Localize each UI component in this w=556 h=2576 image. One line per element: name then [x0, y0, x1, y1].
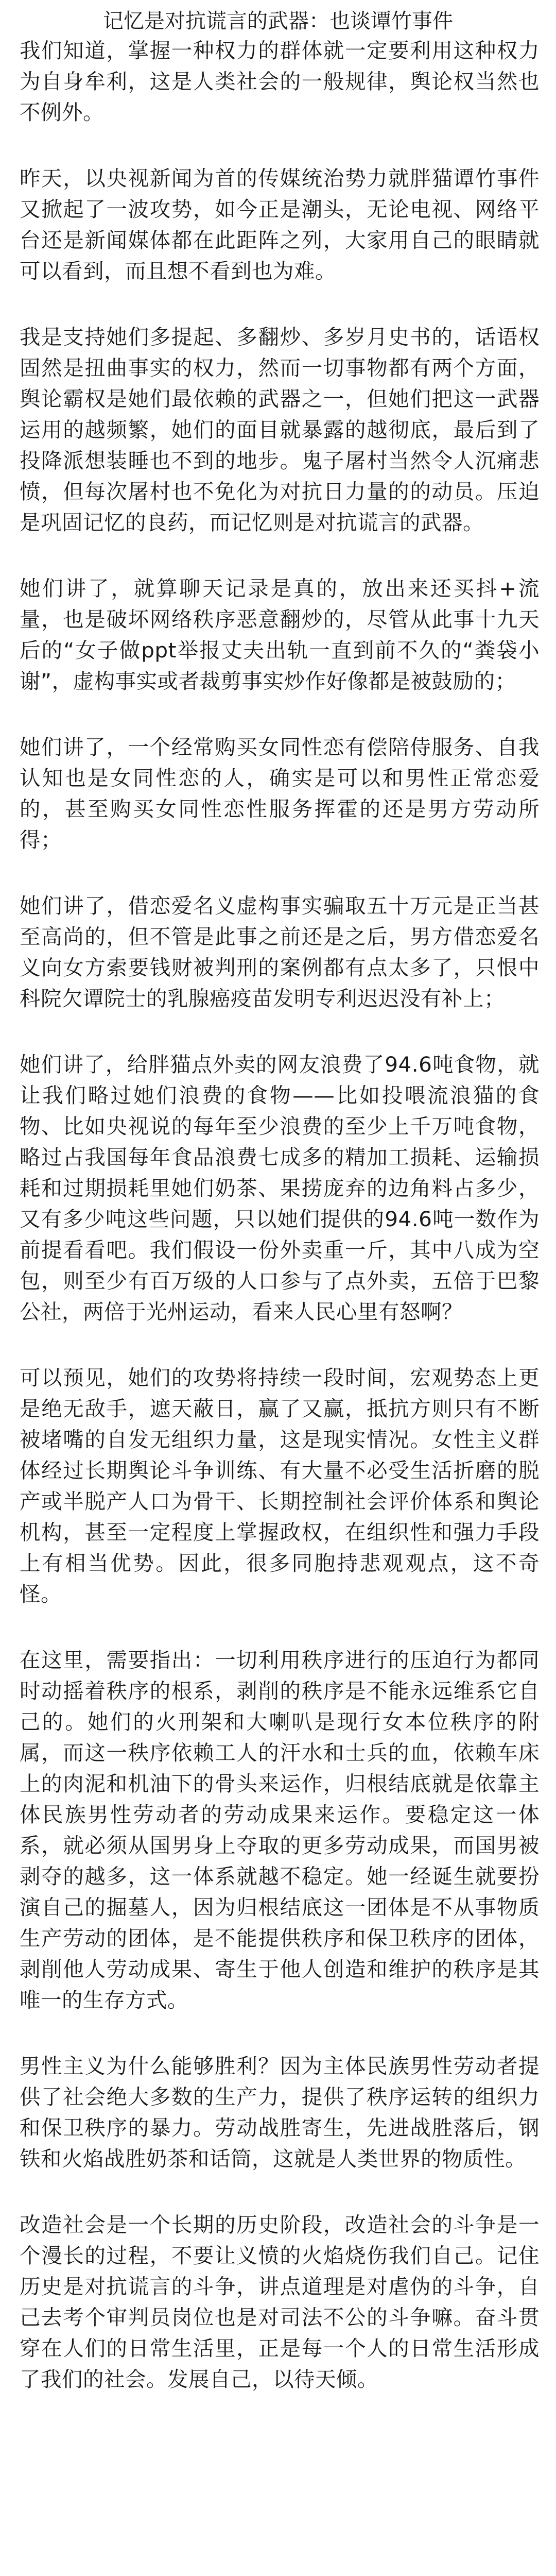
paragraph-8: 可以预见，她们的攻势将持续一段时间，宏观势态上更是绝无敌手，遮天蔽日，赢了又赢，抵抗方则只有不断被堵嘴的自发无组织力量，这是现实情况。女性主义群体经过长期舆论斗争训练、有大量不必受生活折磨的脱产或半脱产人口为骨干、长期控制社会评价体系和舆论机构，甚至一定程度上掌握政权，在组织性和强力手段上有相当优势。因此，很多同胞持悲观观点，这不奇怪。: [20, 1365, 540, 1606]
paragraph-2: 昨天，以央视新闻为首的传媒统治势力就胖猫谭竹事件又掀起了一波攻势，如今正是潮头，无论电视、网络平台还是新闻媒体都在此距阵之列，大家用自己的眼睛就可以看到，而且想不看到也为难。: [20, 166, 540, 283]
paragraph-11: 改造社会是一个长期的历史阶段，改造社会的斗争是一个漫长的过程，不要让义愤的火焰烧伤我们自己。记住历史是对抗谎言的斗争，讲点道理是对虐伪的斗争，自己去考个审判员岗位也是对司法不公的斗争嘛。奋斗贯穿在人们的日常生活里，正是每一个人的日常生活形成了我们的社会。发展自己，以待天倾。: [20, 2212, 540, 2392]
paragraph-6: 她们讲了，借恋爱名义虚构事实骗取五十万元是正当甚至高尚的，但不管是此事之前还是之后，男方借恋爱名义向女方索要钱财被判刑的案例都有点太多了，只恨中科院欠谭院士的乳腺癌疫苗发明专利迟迟没有补上；: [20, 893, 540, 1011]
paragraph-1: 我们知道，掌握一种权力的群体就一定要利用这种权力为自身牟利，这是人类社会的一般规律，舆论权当然也不例外。: [20, 38, 540, 125]
article-title: 记忆是对抗谎言的武器：也谈谭竹事件: [103, 9, 453, 33]
article-body: [0, 35, 556, 2395]
paragraph-3: 我是支持她们多提起、多翻炒、多岁月史书的，话语权固然是扭曲事实的权力，然而一切事物都有两个方面，舆论霸权是她们最依赖的武器之一，但她们把这一武器运用的越频繁，她们的面目就暴露的越彻底，最后到了投降派想装睡也不到的地步。鬼子屠村当然令人沉痛悲愤，但每次屠村也不免化为对抗日力量的的动员。压迫是巩固记忆的良药，而记忆则是对抗谎言的武器。: [20, 325, 540, 535]
paragraph-4: 她们讲了，就算聊天记录是真的，放出来还买抖+流量，也是破坏网络秩序恶意翻炒的，尽管从此事十九天后的“女子做ppt举报丈夫出轨一直到前不久的“粪袋小谢”，虚构事实或者裁剪事实炒作好像都是被鼓励的；: [20, 576, 540, 693]
paragraph-5: 她们讲了，一个经常购买女同性恋有偿陪侍服务、自我认知也是女同性恋的人，确实是可以和男性正常恋爱的，甚至购买女同性恋性服务挥霍的还是男方劳动所得；: [20, 735, 540, 852]
paragraph-7: 她们讲了，给胖猫点外卖的网友浪费了94.6吨食物，就让我们略过她们浪费的食物——比如投喂流浪猫的食物、比如央视说的每年至少浪费的至少上千万吨食物，略过占我国每年食品浪费七成多的精加工损耗、运输损耗和过期损耗里她们奶茶、果捞庞弃的边角料占多少，又有多少吨这些问题，只以她们提供的94.6吨一数作为前提看看吧。我们假设一份外卖重一斤，其中八成为空包，则至少有百万级的人口参与了点外卖，五倍于巴黎公社，两倍于光州运动，看来人民心里有怒啊？: [20, 1052, 540, 1324]
paragraph-9: 在这里，需要指出：一切利用秩序进行的压迫行为都同时动摇着秩序的根系，剥削的秩序是不能永远维系它自己的。她们的火刑架和大喇叭是现行女本位秩序的附属，而这一秩序依赖工人的汗水和士兵的血，依赖车床上的肉泥和机油下的骨头来运作，归根结底就是依靠主体民族男性劳动者的劳动成果来运作。要稳定这一体系，就必须从国男身上夺取的更多劳动成果，而国男被剥夺的越多，这一体系就越不稳定。她一经诞生就要扮演自己的掘墓人，因为归根结底这一团体是不从事物质生产劳动的团体，是不能提供秩序和保卫秩序的团体，剥削他人劳动成果、寄生于他人创造和维护的秩序是其唯一的生存方式。: [20, 1648, 540, 2012]
paragraph-10: 男性主义为什么能够胜利？因为主体民族男性劳动者提供了社会绝大多数的生产力，提供了秩序运转的组织力和保卫秩序的暴力。劳动战胜寄生，先进战胜落后，钢铁和火焰战胜奶茶和话筒，这就是人类世界的物质性。: [20, 2054, 540, 2171]
